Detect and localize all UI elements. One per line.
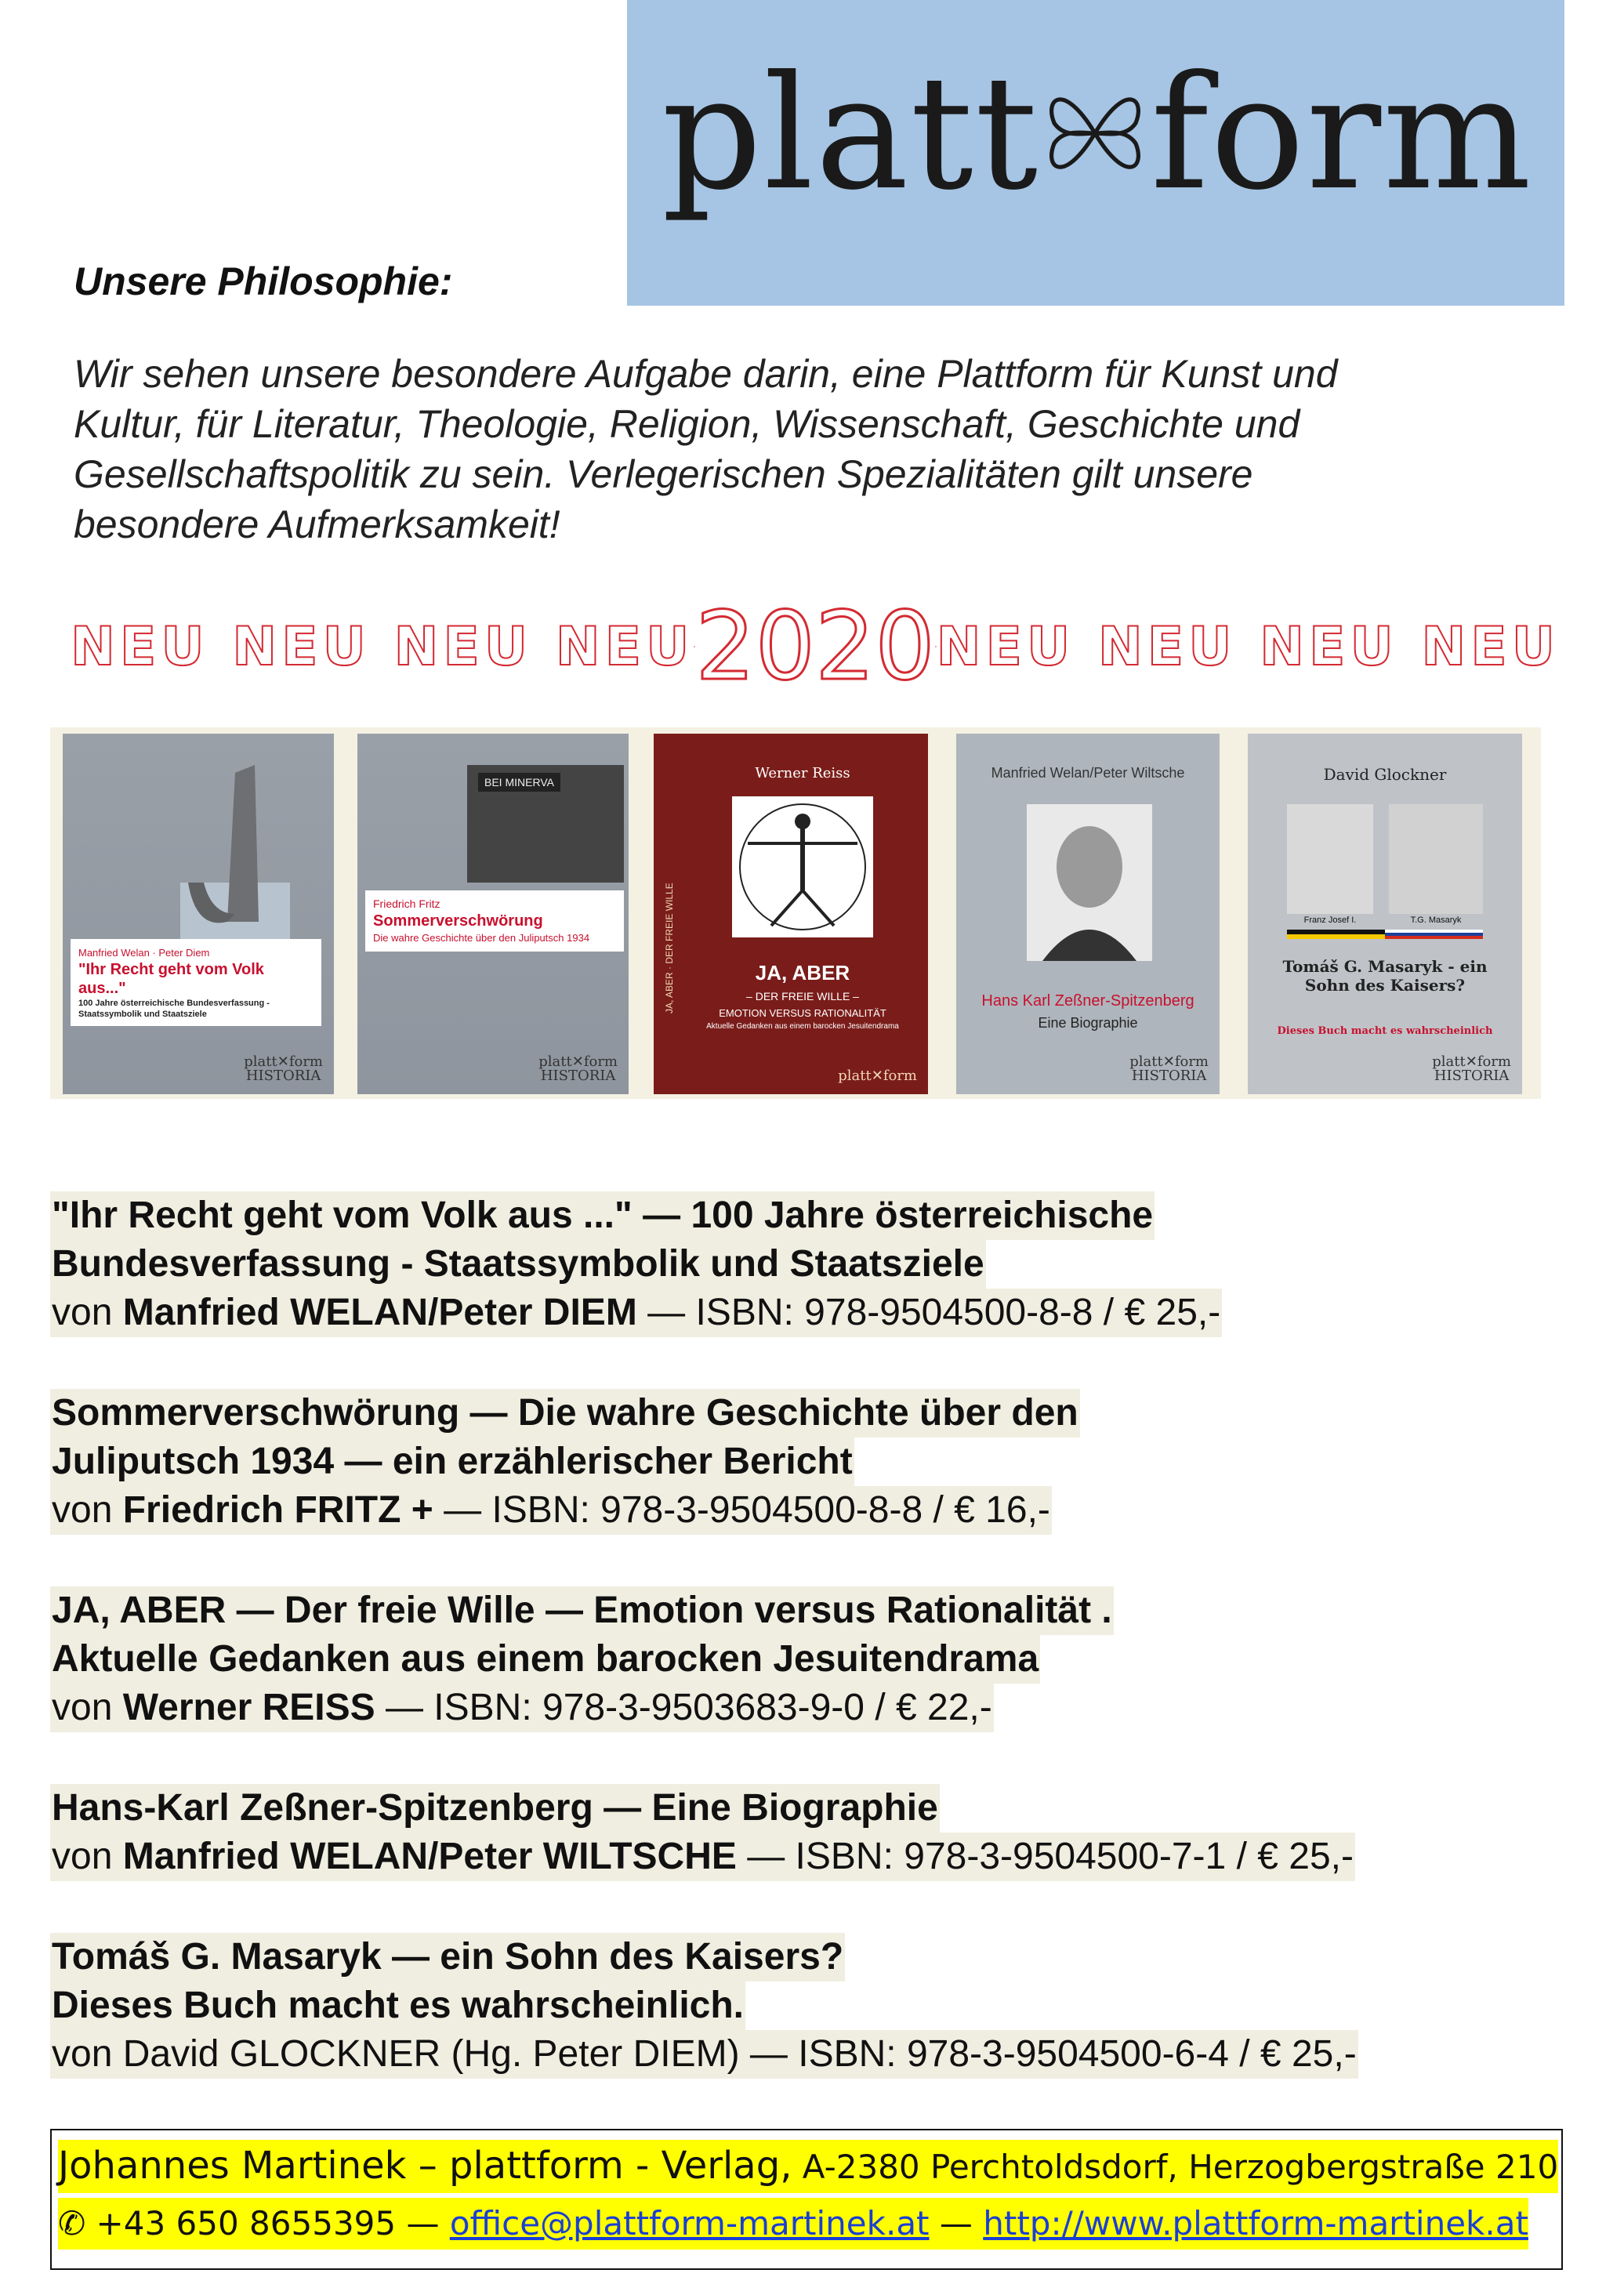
book-cover-1[interactable] (63, 734, 334, 1094)
book-entry-5 (50, 1933, 1579, 2079)
portrait-left (1287, 804, 1373, 914)
book-cover-2[interactable] (357, 734, 629, 1094)
logo-right-text: form (1151, 42, 1533, 225)
cover-authors: Manfried Welan · Peter Diem (78, 947, 210, 959)
book-cover-5[interactable]: David Glockner Franz Josef I. T.G. Masaryk Tomáš G. Masaryk - ein Sohn des Kaisers? Dieses Buch macht es wahrscheinlich platt✕form HISTORIA (1248, 734, 1522, 1094)
book-author: Manfried WELAN/Peter DIEM (122, 1292, 637, 1333)
contact-line: ✆ +43 650 8655395 — office@plattform-martinek.at — http://www.plattform-martinek.at (58, 2198, 1528, 2250)
cover-authors: Manfried Welan/Peter Wiltsche (991, 765, 1185, 781)
website-link[interactable]: http://www.plattform-martinek.at (983, 2204, 1528, 2242)
cover-text: JA, ABER – DER FREIE WILLE – EMOTION VERSUS RATIONALITÄT Aktuelle Gedanken aus einem barocken Jesuitendrama (685, 961, 920, 1031)
banner-neu-right: NEU NEU NEU NEU (936, 615, 1560, 678)
book-title-line: Dieses Buch macht es wahrscheinlich. (50, 1981, 745, 2030)
book-title-line: Juliputsch 1934 — ein erzählerischer Bericht (50, 1438, 854, 1486)
book-covers-strip (50, 727, 1541, 1099)
portrait-image (1027, 804, 1152, 961)
book-info: von Werner REISS — ISBN: 978-3-9503683-9-0 / € 22,- (50, 1684, 994, 1732)
vitruvian-man-image (732, 796, 873, 937)
book-entry-4 (50, 1784, 1579, 1881)
publisher-logo (627, 0, 1564, 306)
cover-subtitle: Dieses Buch macht es wahrscheinlich (1277, 1025, 1493, 1037)
cover-text (956, 992, 1220, 1031)
book-title-line: Bundesverfassung - Staatssymbolik und Staatsziele (50, 1240, 986, 1289)
cover-brand: platt✕form HISTORIA (1129, 1053, 1209, 1084)
new-2020-banner (71, 588, 1560, 705)
book-author: Manfried WELAN/Peter WILTSCHE (122, 1836, 737, 1877)
book-title-line: JA, ABER — Der freie Wille — Emotion versus Rationalität . (50, 1586, 1114, 1635)
book-title-line: "Ihr Recht geht vom Volk aus ..." — 100 Jahre österreichische (50, 1191, 1155, 1240)
cover-authors: David Glockner (1323, 765, 1447, 784)
book-title-line: Sommerverschwörung — Die wahre Geschichte über den (50, 1389, 1080, 1438)
philosophy-text: Wir sehen unsere besondere Aufgabe darin, eine Plattform für Kunst und Kultur, für Literatur, Theologie, Religion, Wissenschaft, Geschichte und Gesellschaftspolitik zu sein. Verlegerischen Spezialitäten gilt unsere besondere Aufmerksamkeit! (74, 352, 1338, 546)
book-cover-3[interactable] (654, 734, 928, 1094)
book-entry-2 (50, 1389, 1579, 1535)
contact-box (50, 2129, 1563, 2270)
cover-subtitle: 100 Jahre österreichische Bundesverfassung - Staatssymbolik und Staatsziele (78, 999, 270, 1019)
cover-title: "Ihr Recht geht vom Volk aus..." (78, 961, 264, 997)
cover-title: Hans Karl Zeßner-Spitzenberg (981, 992, 1194, 1010)
cover-brand: platt✕form (838, 1068, 917, 1084)
publisher-name: Johannes Martinek – plattform - Verlag, (58, 2144, 792, 2188)
book-info: von Manfried WELAN/Peter WILTSCHE — ISBN: 978-3-9504500-7-1 / € 25,- (50, 1833, 1355, 1881)
cover-authors: Werner Reiss (755, 765, 850, 781)
publisher-address: Johannes Martinek – plattform - Verlag, A-2380 Perchtoldsdorf, Herzogbergstraße 210 (58, 2140, 1558, 2193)
monument-image (180, 765, 290, 961)
logo-left-text: platt (662, 42, 1040, 225)
book-info: von David GLOCKNER (Hg. Peter DIEM) — ISBN: 978-3-9504500-6-4 / € 25,- (50, 2030, 1358, 2079)
book-title-line: Aktuelle Gedanken aus einem barocken Jesuitendrama (50, 1635, 1040, 1684)
cover-title: JA, ABER (755, 961, 850, 984)
cover-brand: platt✕form HISTORIA (1432, 1053, 1511, 1084)
book-entry-1 (50, 1191, 1579, 1337)
book-author: Werner REISS (122, 1687, 375, 1728)
book-list (50, 1191, 1579, 2130)
cover-brand: platt✕form HISTORIA (244, 1053, 323, 1084)
street-photo (467, 765, 624, 883)
book-author: Friedrich FRITZ + (122, 1489, 433, 1531)
banner-neu-left: NEU NEU NEU NEU (71, 615, 694, 678)
cover-brand: platt✕form HISTORIA (538, 1053, 618, 1084)
cover-authors: Friedrich Fritz (373, 897, 440, 910)
book-info: von Manfried WELAN/Peter DIEM — ISBN: 978-9504500-8-8 / € 25,- (50, 1289, 1222, 1337)
logo-x-mark-icon (1044, 74, 1146, 192)
phone-icon: ✆ (58, 2204, 86, 2242)
cover-title: Tomáš G. Masaryk - ein Sohn des Kaisers? (1282, 957, 1488, 995)
book-title-line: Tomáš G. Masaryk — ein Sohn des Kaisers? (50, 1933, 845, 1981)
cover-subtitle: Eine Biographie (1038, 1015, 1138, 1031)
phone-number: +43 650 8655395 — (85, 2204, 450, 2242)
logo-wordmark (643, 16, 1552, 251)
portrait-right (1389, 804, 1483, 914)
philosophy-title: Unsere Philosophie: (74, 259, 453, 303)
cover-spine: JA, ABER · DER FREIE WILLE (664, 883, 675, 1013)
photo-sign: BEI MINERVA (478, 773, 560, 792)
cover-subtitle: Die wahre Geschichte über den Juliputsch 1934 (373, 932, 590, 944)
email-link[interactable]: office@plattform-martinek.at (449, 2204, 930, 2242)
book-info: von Friedrich FRITZ + — ISBN: 978-3-9504500-8-8 / € 16,- (50, 1486, 1052, 1535)
banner-year: 2020 (695, 592, 935, 702)
book-cover-4[interactable] (956, 734, 1220, 1094)
book-entry-3 (50, 1586, 1579, 1732)
cover-title: Sommerverschwörung (373, 912, 543, 930)
book-title-line: Hans-Karl Zeßner-Spitzenberg — Eine Biographie (50, 1784, 940, 1833)
